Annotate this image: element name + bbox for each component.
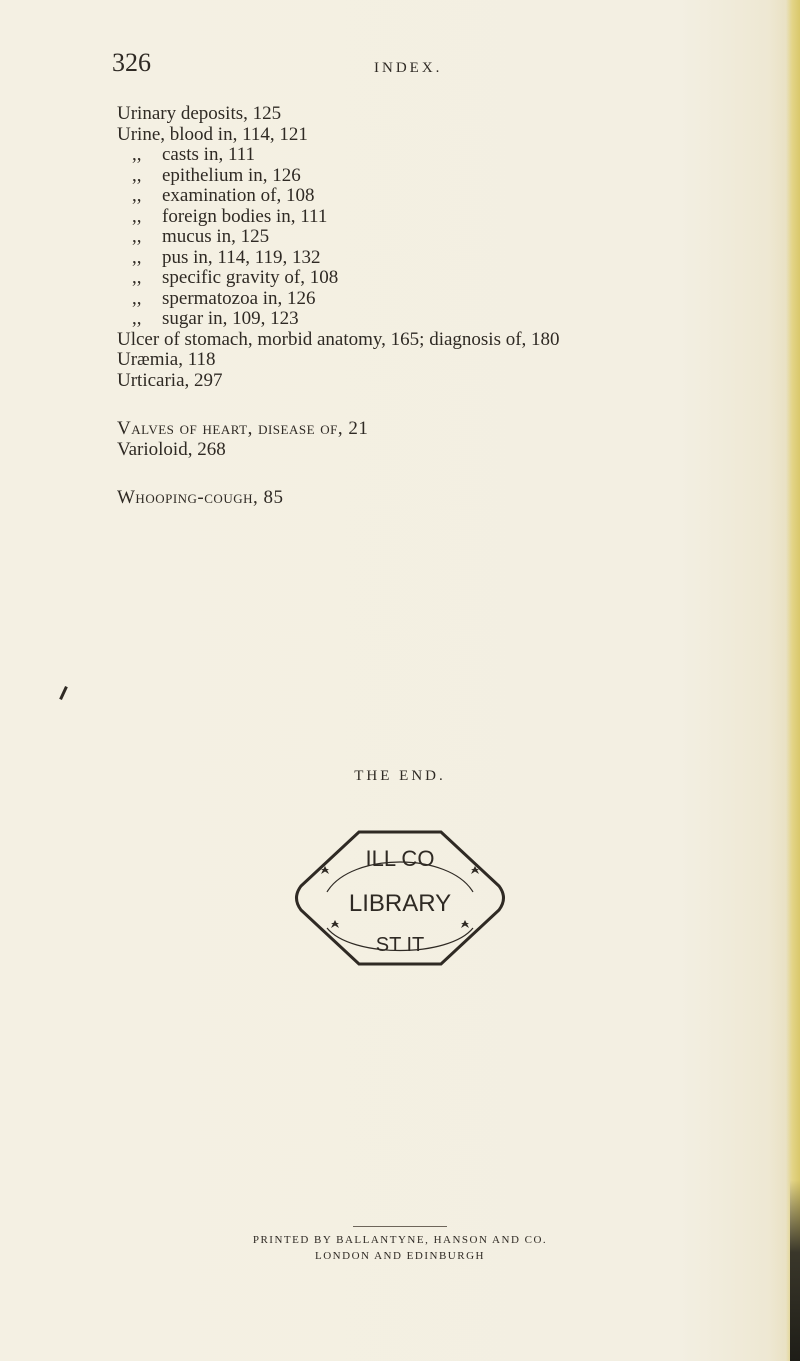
subentry-text: specific gravity of, 108 (162, 267, 339, 288)
index-entry: Valves of heart, disease of, 21 (117, 418, 369, 439)
subentry-text: foreign bodies in, 111 (162, 205, 328, 227)
page-number: 326 (112, 48, 151, 77)
stamp-star-icon (461, 920, 469, 928)
index-entry: Whooping-cough, 85 (117, 487, 284, 508)
index-entry: Varioloid, 268 (117, 438, 226, 460)
index-entry: Uræmia, 118 (117, 349, 216, 370)
the-end: THE END. (354, 768, 446, 784)
pencil-mark (59, 686, 68, 700)
index-entry: Urinary deposits, 125 (117, 103, 282, 124)
section-gap (117, 391, 797, 419)
index-entry: Ulcer of stomach, morbid anatomy, 165; diagnosis of, 180 (117, 328, 560, 350)
index-subentry (117, 248, 797, 269)
index-entries (117, 104, 797, 509)
ditto-mark: ,, (132, 164, 142, 186)
page-edge-shadow (790, 1180, 800, 1361)
index-subentry (117, 186, 797, 207)
subentry-text: pus in, 114, 119, 132 (162, 246, 321, 268)
library-stamp (291, 828, 509, 968)
index-subentry (117, 309, 797, 330)
imprint-rule (353, 1226, 447, 1227)
index-subentry (117, 227, 797, 248)
section-gap (117, 460, 797, 488)
ditto-mark: ,, (132, 226, 142, 247)
subentry-text: epithelium in, 126 (162, 164, 301, 186)
subentry-text: sugar in, 109, 123 (162, 308, 299, 329)
running-head: INDEX. (374, 60, 443, 76)
ditto-mark: ,, (132, 246, 142, 268)
ditto-mark: ,, (132, 287, 142, 309)
subentry-text: mucus in, 125 (162, 226, 270, 247)
index-entry: Urine, blood in, 114, 121 (117, 123, 308, 145)
stamp-star-icon (331, 920, 339, 928)
ditto-mark: ,, (132, 267, 142, 288)
ditto-mark: ,, (132, 205, 142, 227)
ditto-mark: ,, (132, 308, 142, 329)
printer-imprint: PRINTED BY BALLANTYNE, HANSON AND CO. (252, 1234, 548, 1246)
stamp-top-text: ILL CO (365, 846, 435, 871)
index-subentry (117, 145, 797, 166)
stamp-center-text: LIBRARY (348, 890, 452, 917)
stamp-bottom-text: ST IT (375, 934, 425, 956)
index-subentry (117, 166, 797, 187)
printer-location: LONDON AND EDINBURGH (315, 1250, 485, 1262)
subentry-text: casts in, 111 (162, 144, 256, 165)
index-subentry (117, 207, 797, 228)
subentry-text: examination of, 108 (162, 185, 315, 206)
index-subentry (117, 289, 797, 310)
subentry-text: spermatozoa in, 126 (162, 287, 316, 309)
ditto-mark: ,, (132, 185, 142, 206)
ditto-mark: ,, (132, 144, 142, 165)
index-entry: Urticaria, 297 (117, 369, 223, 391)
index-subentry (117, 268, 797, 289)
